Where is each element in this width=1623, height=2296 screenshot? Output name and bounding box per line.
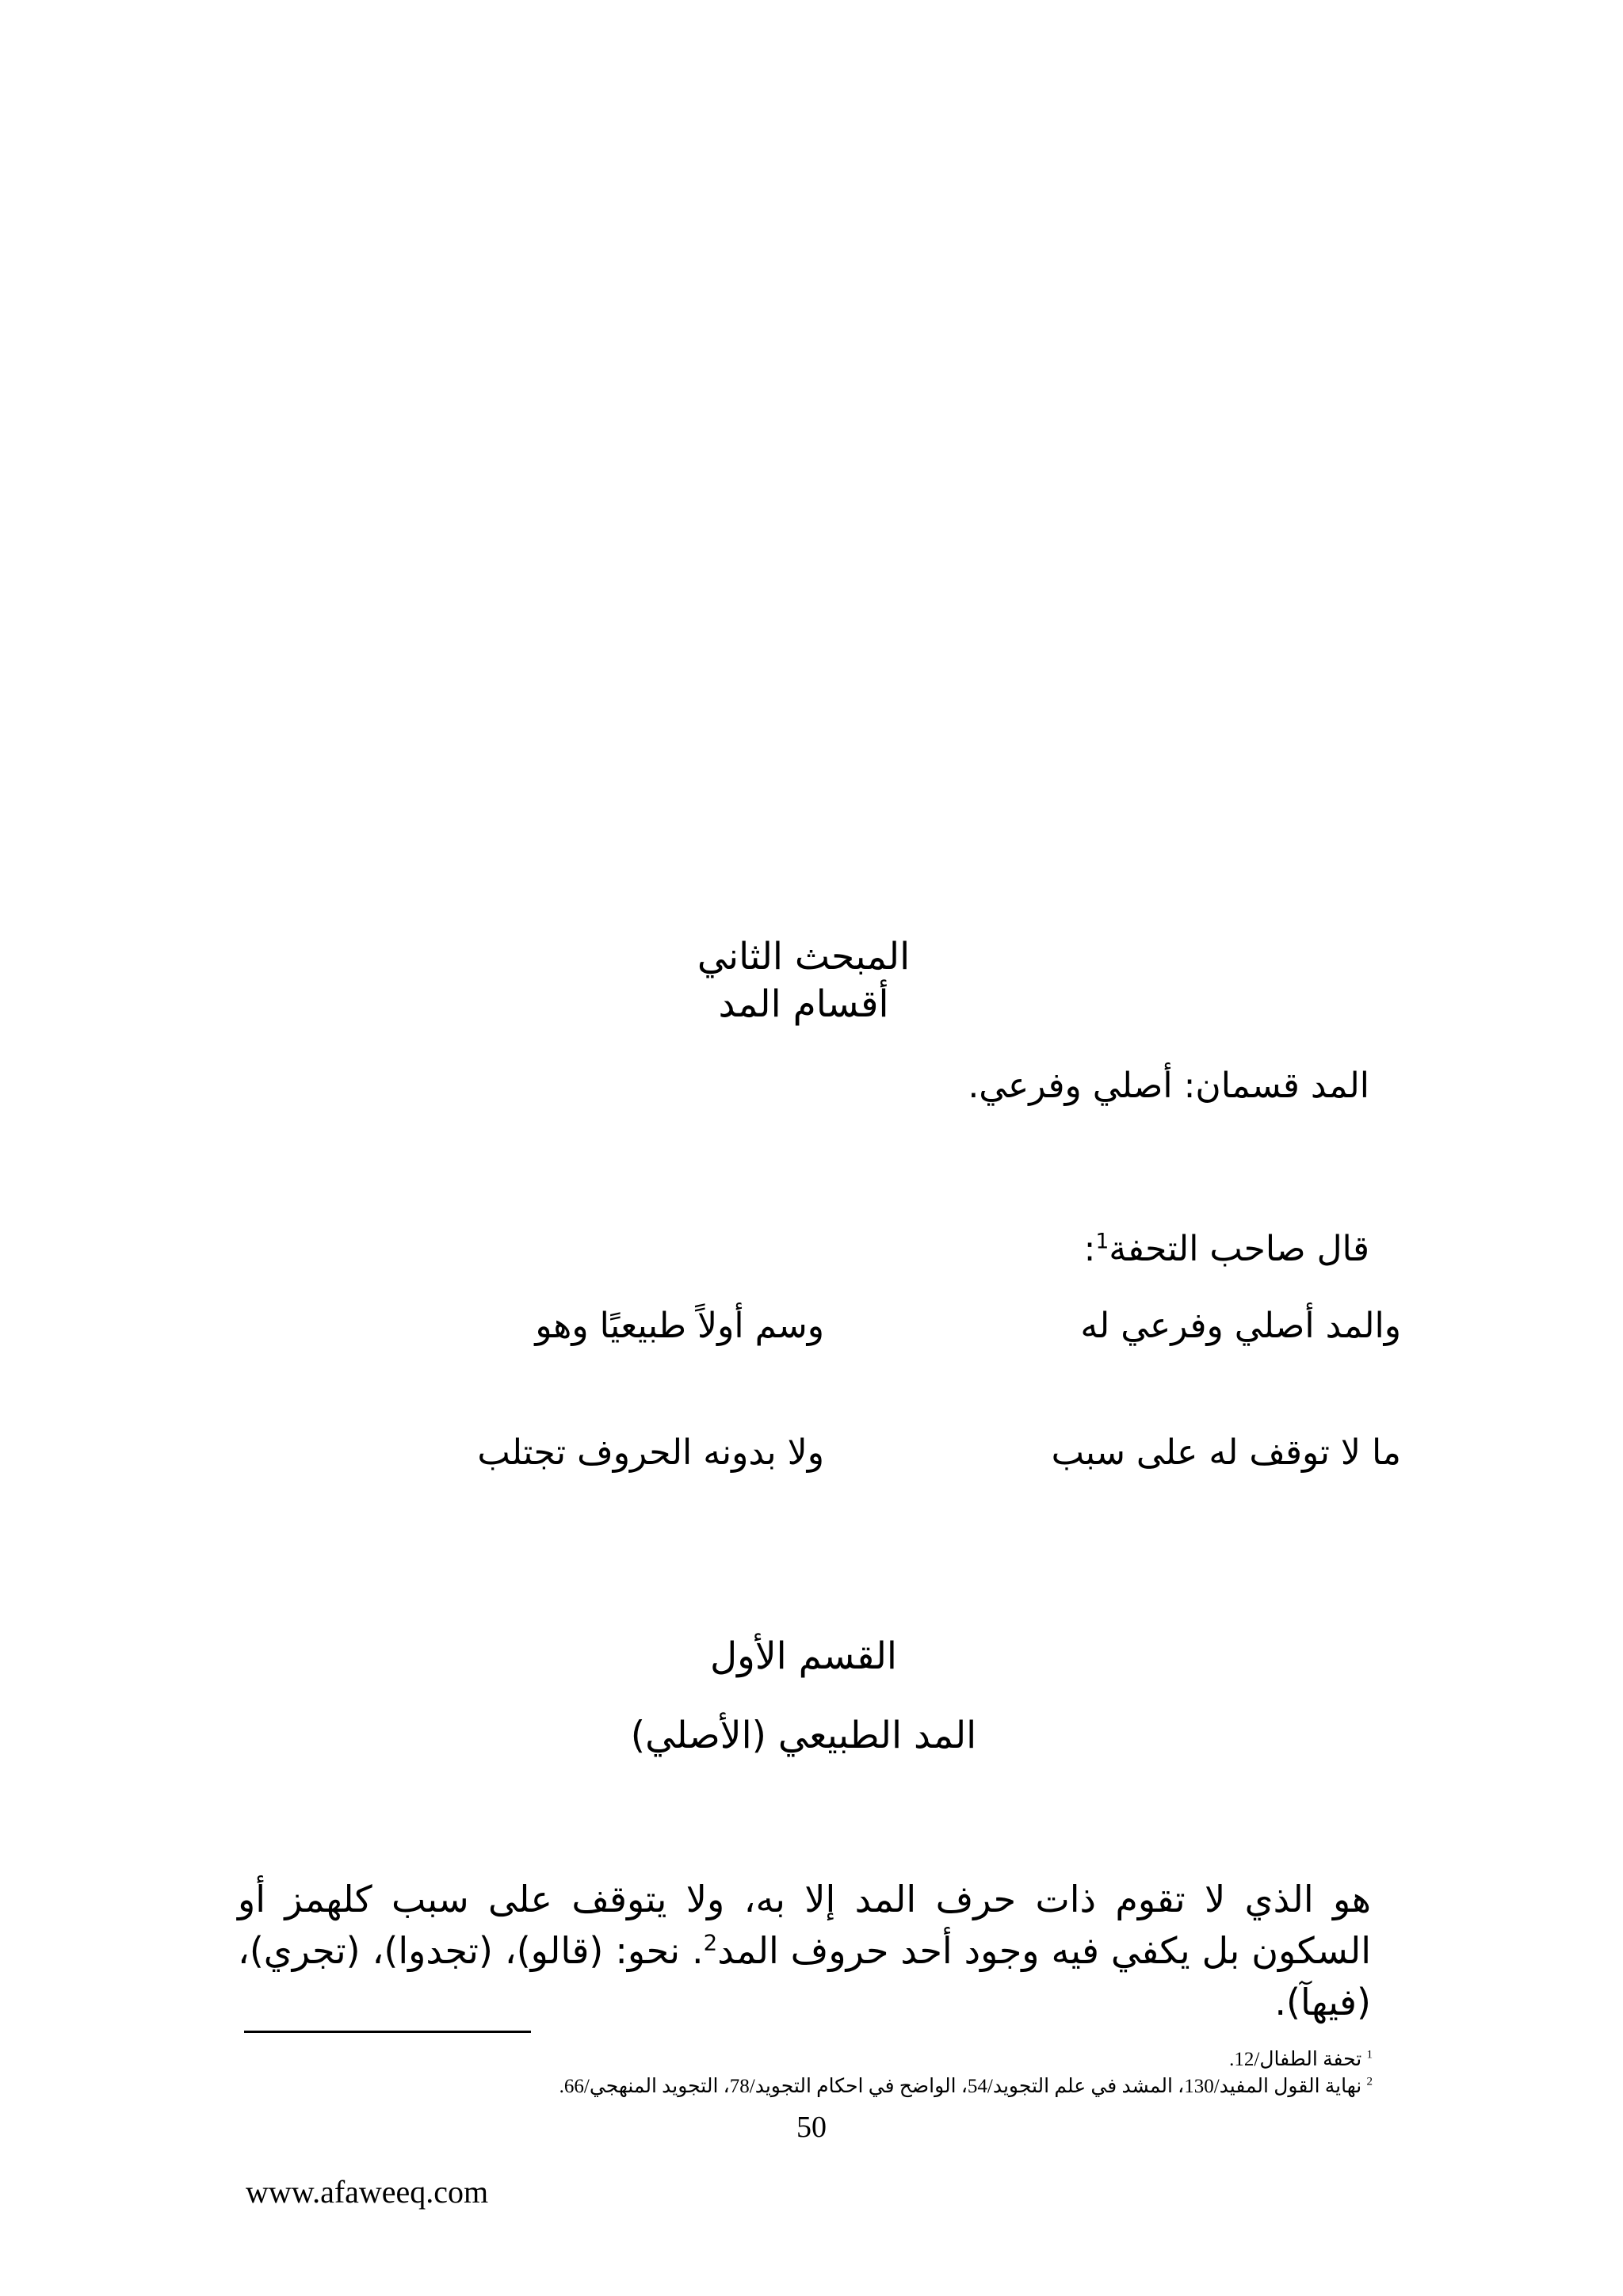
verse-1-first-hemistich: والمد أصلي وفرعي له: [1080, 1306, 1401, 1346]
verse-2-second-hemistich: ولا بدونه الحروف تجتلب: [477, 1432, 824, 1473]
website-url: www.afaweeq.com: [246, 2174, 489, 2210]
quote-lead: [1084, 1226, 1369, 1272]
page-number: 50: [796, 2111, 827, 2144]
footnote-2-mark: 2: [1366, 2075, 1373, 2088]
subsection-title: القسم الأول: [709, 1634, 897, 1678]
intro-statement: المد قسمان: أصلي وفرعي.: [968, 1066, 1369, 1106]
footnote-1-text: تحفة الطفال/12.: [1229, 2049, 1362, 2070]
quote-colon: :: [1083, 1229, 1096, 1269]
section-title: المبحث الثاني: [697, 935, 911, 978]
footnote-ref-1: 1: [1095, 1229, 1109, 1254]
footnote-2: [559, 2075, 1373, 2099]
definition-text: هو الذي لا تقوم ذات حرف المد إلا به، ولا يتوقف على سبب كلهمز أو السكون بل يكفي فيه وجود أحد حروف المد: [238, 1878, 1372, 1972]
section-subtitle: أقسام المد: [718, 982, 889, 1026]
definition-paragraph: [238, 1874, 1371, 2028]
verse-2-first-hemistich: ما لا توقف له على سبب: [1051, 1432, 1401, 1473]
subsection-subtitle: المد الطبيعي (الأصلي): [630, 1714, 977, 1757]
footnote-1: [1229, 2048, 1373, 2072]
quote-lead-text: قال صاحب التحفة: [1109, 1229, 1369, 1269]
verse-1-second-hemistich: وسم أولاً طبيعيًا وهو: [535, 1306, 824, 1346]
footnote-2-text: نهاية القول المفيد/130، المشد في علم التجويد/54، الواضح في احكام التجويد/78، التجويد المنهجي/66.: [559, 2076, 1362, 2097]
footnote-1-mark: 1: [1366, 2048, 1373, 2061]
definition-examples: . نحو: (قالو)، (تجدوا)، (تجري)، (فيهآ).: [238, 1929, 1371, 2023]
footnote-ref-2: 2: [703, 1929, 718, 1956]
footnote-separator: [244, 2031, 531, 2033]
